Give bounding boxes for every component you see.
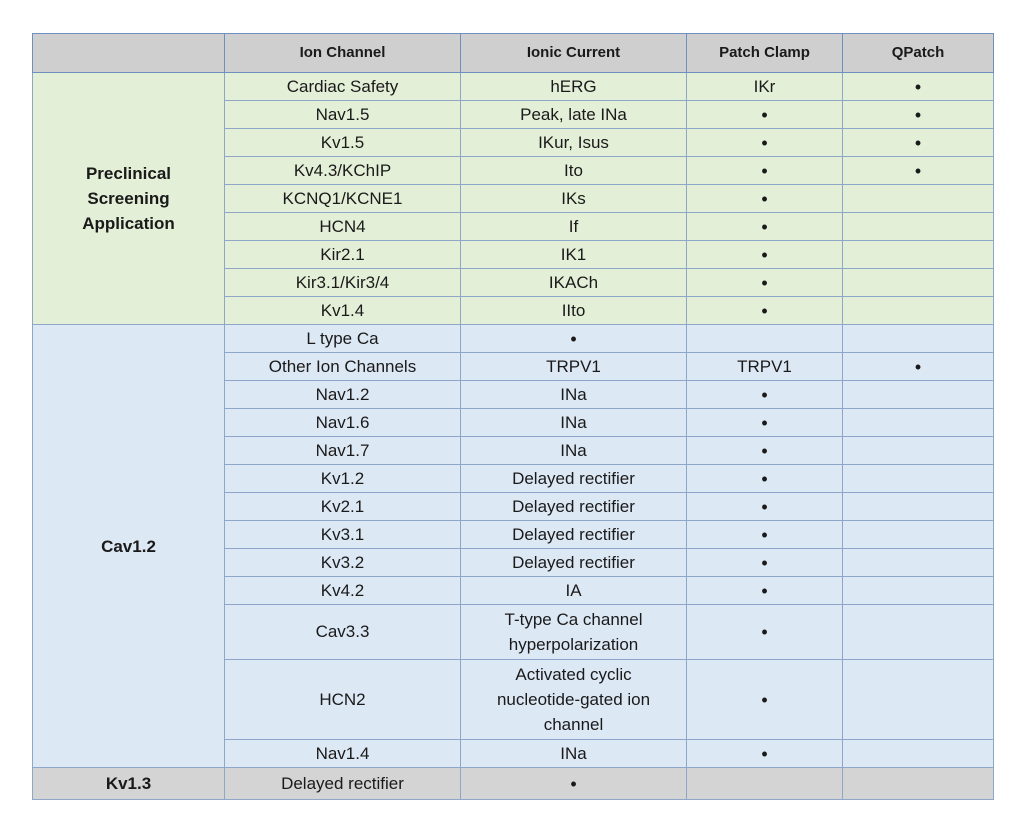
- cell-patch-clamp: •: [687, 157, 843, 185]
- cell-patch-clamp: •: [687, 605, 843, 660]
- cell-patch-clamp: •: [687, 381, 843, 409]
- cell-qpatch: [843, 768, 994, 800]
- cell-ion-channel: Nav1.4: [225, 740, 461, 768]
- cell-line: nucleotide-gated ion: [496, 690, 651, 709]
- cell-ion-channel: Nav1.7: [225, 437, 461, 465]
- cell-ion-channel: Other Ion Channels: [225, 353, 461, 381]
- cell-ion-channel: Kv3.2: [225, 549, 461, 577]
- cell-ionic-current: TRPV1: [461, 353, 687, 381]
- cell-line: Activated cyclic: [515, 665, 632, 684]
- cell-ion-channel: Nav1.6: [225, 409, 461, 437]
- table-row: [33, 325, 994, 353]
- cell-qpatch: [843, 241, 994, 269]
- cell-ion-channel: Kv1.2: [225, 465, 461, 493]
- cell-ion-channel: HCN2: [225, 660, 461, 740]
- cell-ionic-current: Ito: [461, 157, 687, 185]
- cell-ionic-current: hERG: [461, 73, 687, 101]
- group-label: [33, 73, 225, 325]
- cell-qpatch: [843, 577, 994, 605]
- cell-ionic-current: IK1: [461, 241, 687, 269]
- group-label-line: Cav1.2: [101, 536, 156, 556]
- cell-ionic-current: INa: [461, 381, 687, 409]
- cell-patch-clamp: •: [687, 409, 843, 437]
- cell-ionic-current: Delayed rectifier: [461, 493, 687, 521]
- group-label: [33, 768, 225, 800]
- cell-ionic-current: •: [461, 768, 687, 800]
- cell-patch-clamp: •: [687, 521, 843, 549]
- cell-qpatch: [843, 381, 994, 409]
- cell-patch-clamp: •: [687, 660, 843, 740]
- cell-line: hyperpolarization: [508, 635, 639, 654]
- cell-patch-clamp: •: [687, 465, 843, 493]
- cell-qpatch: [843, 213, 994, 241]
- cell-ion-channel: Delayed rectifier: [225, 768, 461, 800]
- cell-line: T-type Ca channel: [504, 610, 643, 629]
- cell-qpatch: [843, 493, 994, 521]
- cell-patch-clamp: •: [687, 241, 843, 269]
- cell-qpatch: [843, 409, 994, 437]
- group-label-line: Screening: [87, 189, 170, 208]
- group-label: [33, 325, 225, 768]
- header-group: [33, 34, 225, 73]
- cell-ion-channel: Nav1.5: [225, 101, 461, 129]
- cell-patch-clamp: TRPV1: [687, 353, 843, 381]
- header-qpatch: QPatch: [843, 34, 994, 73]
- table-body: [33, 73, 994, 800]
- cell-qpatch: •: [843, 129, 994, 157]
- table-row: [33, 768, 994, 800]
- cell-ion-channel: Cardiac Safety: [225, 73, 461, 101]
- cell-qpatch: [843, 269, 994, 297]
- header-row: [33, 34, 994, 73]
- cell-ionic-current: Delayed rectifier: [461, 521, 687, 549]
- cell-patch-clamp: •: [687, 577, 843, 605]
- cell-patch-clamp: •: [687, 493, 843, 521]
- cell-qpatch: •: [843, 157, 994, 185]
- cell-qpatch: [843, 549, 994, 577]
- cell-ion-channel: Cav3.3: [225, 605, 461, 660]
- cell-qpatch: [843, 325, 994, 353]
- cell-ion-channel: HCN4: [225, 213, 461, 241]
- table-header: [33, 34, 994, 73]
- cell-qpatch: [843, 660, 994, 740]
- cell-patch-clamp: •: [687, 101, 843, 129]
- cell-qpatch: [843, 185, 994, 213]
- cell-ionic-current: [461, 660, 687, 740]
- cell-ion-channel: Kv1.5: [225, 129, 461, 157]
- cell-ionic-current: IIto: [461, 297, 687, 325]
- cell-qpatch: [843, 521, 994, 549]
- cell-patch-clamp: [687, 325, 843, 353]
- cell-patch-clamp: •: [687, 129, 843, 157]
- cell-patch-clamp: [687, 768, 843, 800]
- cell-qpatch: •: [843, 73, 994, 101]
- cell-qpatch: •: [843, 353, 994, 381]
- cell-patch-clamp: IKr: [687, 73, 843, 101]
- cell-ion-channel: L type Ca: [225, 325, 461, 353]
- cell-ionic-current: Delayed rectifier: [461, 549, 687, 577]
- cell-qpatch: [843, 465, 994, 493]
- cell-patch-clamp: •: [687, 213, 843, 241]
- cell-ionic-current: INa: [461, 437, 687, 465]
- cell-ionic-current: IKur, Isus: [461, 129, 687, 157]
- cell-patch-clamp: •: [687, 437, 843, 465]
- cell-ion-channel: Nav1.2: [225, 381, 461, 409]
- cell-ion-channel: Kv2.1: [225, 493, 461, 521]
- cell-qpatch: [843, 297, 994, 325]
- cell-ion-channel: Kv4.3/KChIP: [225, 157, 461, 185]
- cell-line: channel: [543, 715, 604, 734]
- cell-qpatch: [843, 740, 994, 768]
- cell-ionic-current: [461, 605, 687, 660]
- header-patch-clamp: Patch Clamp: [687, 34, 843, 73]
- group-label-line: Application: [82, 214, 175, 233]
- table-row: [33, 73, 994, 101]
- cell-patch-clamp: •: [687, 297, 843, 325]
- cell-ionic-current: Peak, late INa: [461, 101, 687, 129]
- cell-patch-clamp: •: [687, 269, 843, 297]
- cell-ion-channel: Kv3.1: [225, 521, 461, 549]
- cell-qpatch: [843, 437, 994, 465]
- group-label-line: Preclinical: [85, 164, 172, 183]
- cell-patch-clamp: •: [687, 549, 843, 577]
- cell-ion-channel: KCNQ1/KCNE1: [225, 185, 461, 213]
- cell-ionic-current: INa: [461, 740, 687, 768]
- cell-patch-clamp: •: [687, 740, 843, 768]
- header-ionic-current: Ionic Current: [461, 34, 687, 73]
- cell-ionic-current: If: [461, 213, 687, 241]
- cell-ion-channel: Kir3.1/Kir3/4: [225, 269, 461, 297]
- cell-ion-channel: Kv1.4: [225, 297, 461, 325]
- cell-qpatch: •: [843, 101, 994, 129]
- cell-ionic-current: Delayed rectifier: [461, 465, 687, 493]
- cell-qpatch: [843, 605, 994, 660]
- ion-channel-table: [32, 33, 994, 800]
- cell-ionic-current: •: [461, 325, 687, 353]
- cell-ionic-current: INa: [461, 409, 687, 437]
- cell-ionic-current: IKACh: [461, 269, 687, 297]
- cell-ion-channel: Kir2.1: [225, 241, 461, 269]
- cell-ion-channel: Kv4.2: [225, 577, 461, 605]
- header-ion-channel: Ion Channel: [225, 34, 461, 73]
- cell-ionic-current: IA: [461, 577, 687, 605]
- group-label-line: Kv1.3: [105, 774, 152, 793]
- cell-patch-clamp: •: [687, 185, 843, 213]
- cell-ionic-current: IKs: [461, 185, 687, 213]
